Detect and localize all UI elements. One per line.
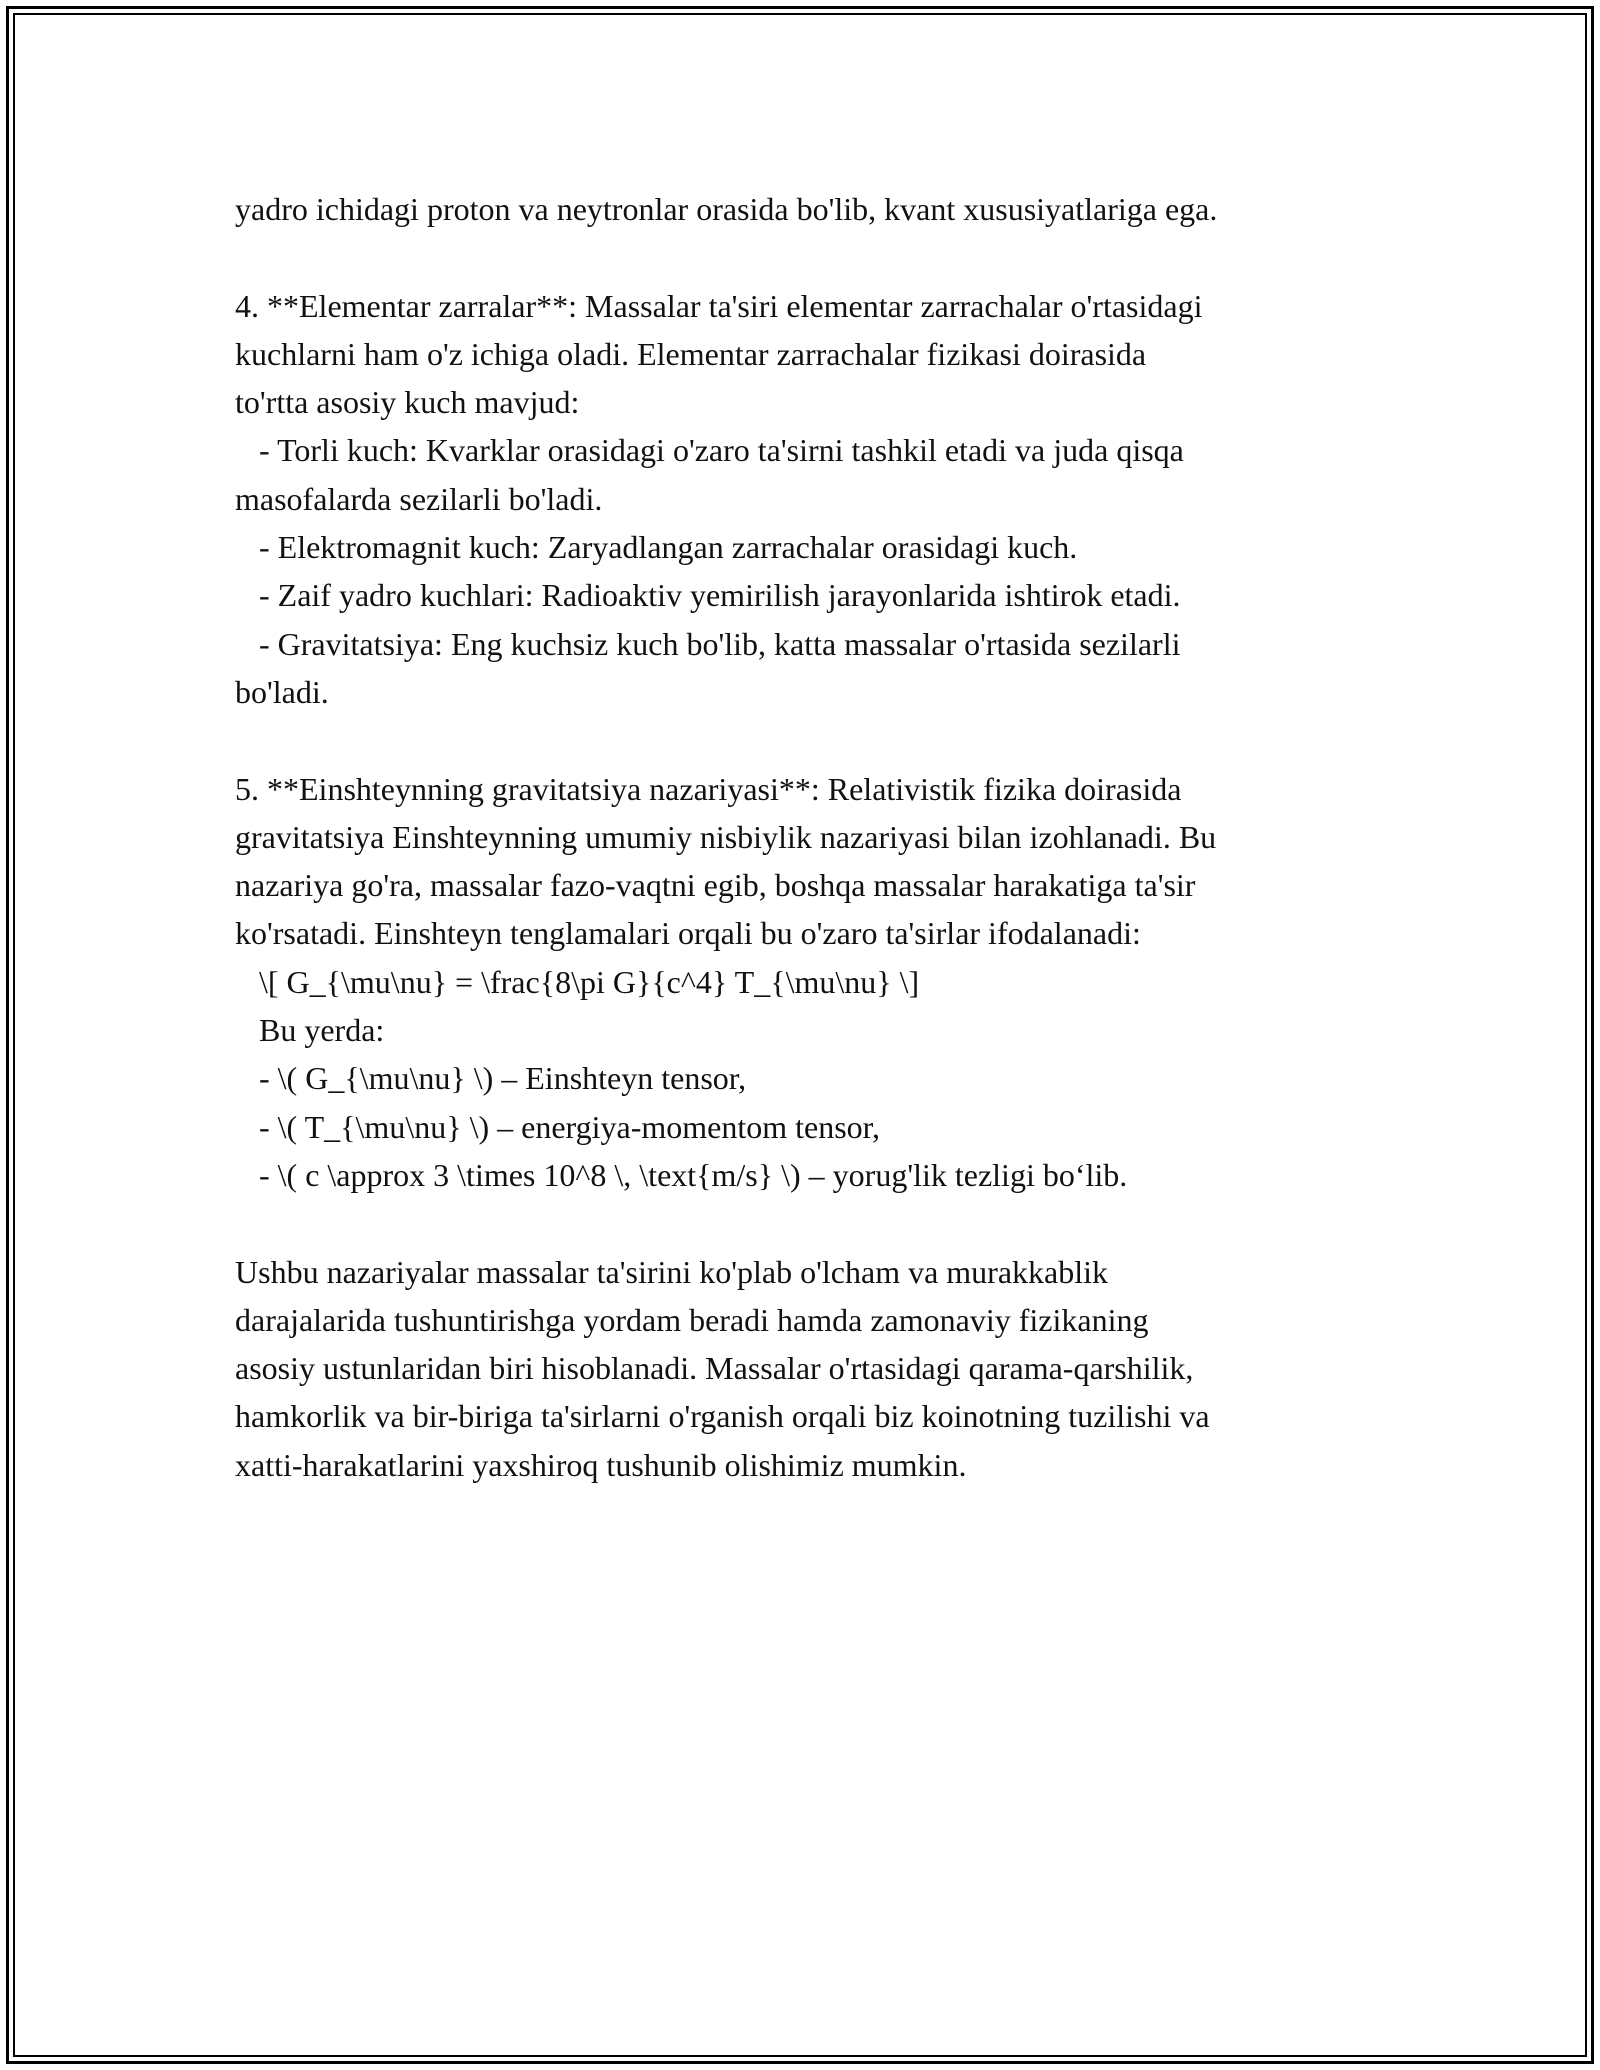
list-item-torli-kuch: - Torli kuch: Kvarklar orasidagi o'zaro ta'sirni tashkil etadi va juda qisqa [235,432,1184,469]
paragraph-gap [235,716,1385,764]
list-item-elektromagnit-kuch: - Elektromagnit kuch: Zaryadlangan zarrachalar orasidagi kuch. [235,529,1078,566]
section-heading-line: 4. **Elementar zarralar**: Massalar ta'siri elementar zarrachalar o'rtasidagi [235,287,1203,324]
text-line: darajalarida tushuntirishga yordam beradi hamda zamonaviy fizikaning [235,1301,1149,1338]
text-line: masofalarda sezilarli bo'ladi. [235,480,603,517]
text-line: xatti-harakatlarini yaxshiroq tushunib olishimiz mumkin. [235,1446,967,1483]
list-item-einshteyn-tensor: - \( G_{\mu\nu} \) – Einshteyn tensor, [235,1060,747,1097]
document-body [235,185,1385,1489]
paragraph-gap [235,1199,1385,1247]
list-item-energiya-momentom-tensor: - \( T_{\mu\nu} \) – energiya-momentom tensor, [235,1108,881,1145]
equation-line: \[ G_{\mu\nu} = \frac{8\pi G}{c^4} T_{\mu\nu} \] [235,963,920,1000]
text-line: yadro ichidagi proton va neytronlar orasida bo'lib, kvant xususiyatlariga ega. [235,191,1218,227]
text-line: kuchlarni ham o'z ichiga oladi. Elementar zarrachalar fizikasi doirasida [235,335,1147,372]
list-item-yorug-lik-tezligi: - \( c \approx 3 \times 10^8 \, \text{m/s} \) – yorug'lik tezligi bo‘lib. [235,1156,1128,1193]
section-heading-line: 5. **Einshteynning gravitatsiya nazariyasi**: Relativistik fizika doirasida [235,770,1182,807]
list-item-gravitatsiya: - Gravitatsiya: Eng kuchsiz kuch bo'lib, katta massalar o'rtasida sezilarli [235,625,1181,662]
text-line: Bu yerda: [235,1012,385,1049]
text-line: nazariya go'ra, massalar fazo-vaqtni egib, boshqa massalar harakatiga ta'sir [235,867,1196,904]
text-line: gravitatsiya Einshteynning umumiy nisbiylik nazariyasi bilan izohlanadi. Bu [235,818,1217,855]
paragraph-gap [235,233,1385,281]
text-line: asosiy ustunlaridan biri hisoblanadi. Massalar o'rtasidagi qarama-qarshilik, [235,1350,1194,1387]
text-line: Ushbu nazariyalar massalar ta'sirini ko'plab o'lcham va murakkablik [235,1253,1109,1290]
text-line: hamkorlik va bir-biriga ta'sirlarni o'rganish orqali biz koinotning tuzilishi va [235,1398,1210,1435]
list-item-zaif-yadro-kuchlari: - Zaif yadro kuchlari: Radioaktiv yemirilish jarayonlarida ishtirok etadi. [235,577,1181,614]
text-line: ko'rsatadi. Einshteyn tenglamalari orqali bu o'zaro ta'sirlar ifodalanadi: [235,915,1141,952]
paragraph-conclusion [235,1248,1385,1489]
section-5-einshteyn-nazariyasi [235,765,1385,1200]
paragraph-intro [235,185,1385,233]
text-line: bo'ladi. [235,673,329,710]
text-line: to'rtta asosiy kuch mavjud: [235,384,580,421]
section-4-elementar-zarralar [235,282,1385,717]
